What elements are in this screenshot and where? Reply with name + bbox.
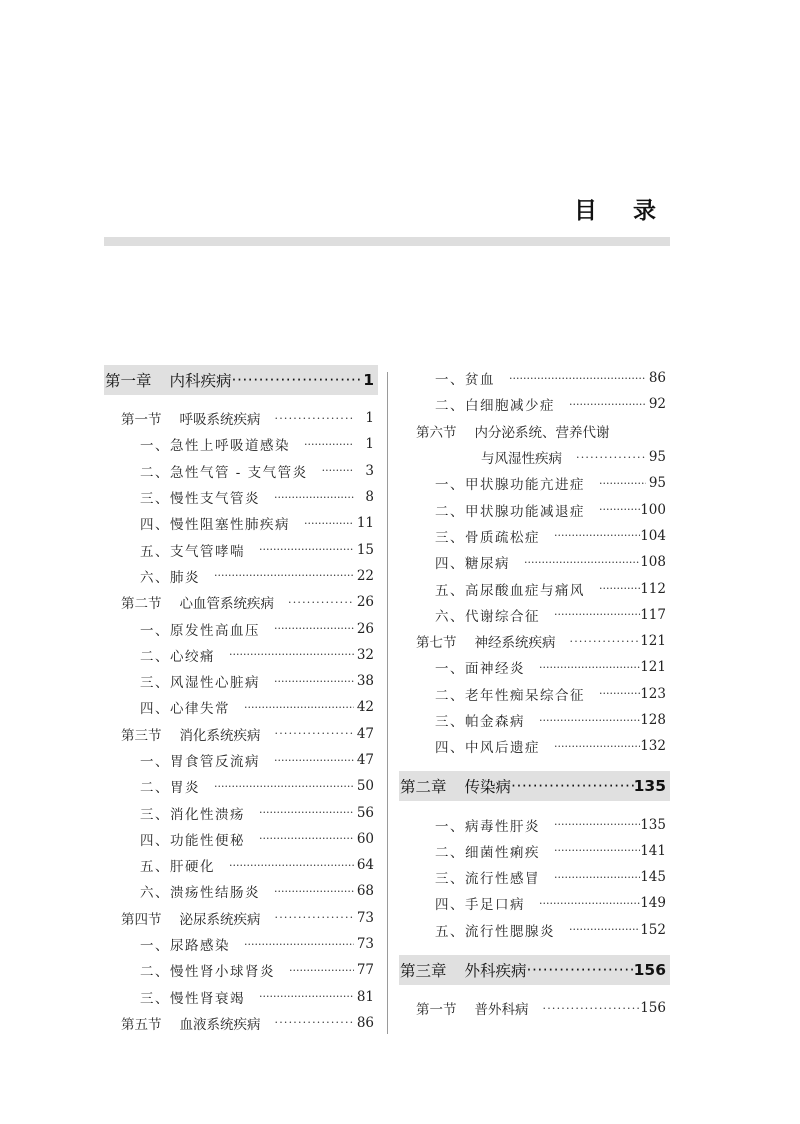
toc-item-entry[interactable] xyxy=(104,694,378,720)
page-number: 156 xyxy=(633,960,666,979)
page-number: 15 xyxy=(356,541,374,558)
toc-item-entry[interactable] xyxy=(104,484,378,510)
item-title: 五、支气管哮喘 xyxy=(140,543,245,560)
page-number: 81 xyxy=(356,988,374,1005)
section-name: 普外科病 xyxy=(474,1002,529,1019)
dot-leader xyxy=(540,844,640,857)
item-title: 五、高尿酸血症与痛风 xyxy=(435,582,585,599)
toc-section-entry[interactable] xyxy=(399,418,670,444)
toc-item-entry[interactable] xyxy=(399,496,670,522)
toc-item-entry[interactable] xyxy=(104,773,378,799)
item-title: 一、病毒性肝炎 xyxy=(435,818,540,835)
item-title: 三、风湿性心脏病 xyxy=(140,675,260,692)
dot-leader xyxy=(540,529,640,542)
dot-leader xyxy=(540,871,640,884)
dot-leader xyxy=(510,556,640,569)
spacer xyxy=(104,395,378,405)
toc-item-entry[interactable] xyxy=(104,957,378,983)
toc-left-column xyxy=(104,365,378,1036)
dot-leader xyxy=(585,477,646,490)
dot-leader xyxy=(525,714,640,727)
item-title: 三、慢性肾衰竭 xyxy=(140,990,245,1007)
page-number: 135 xyxy=(640,816,666,833)
page-number: 95 xyxy=(648,449,666,466)
item-title: 二、慢性肾小球肾炎 xyxy=(140,964,275,981)
item-title: 一、急性上呼吸道感染 xyxy=(140,438,290,455)
section-name: 内分泌系统、营养代谢 xyxy=(474,424,610,441)
column-divider xyxy=(387,372,388,1034)
dot-leader xyxy=(245,543,354,556)
dot-leader xyxy=(245,806,354,819)
section-name: 消化系统疾病 xyxy=(179,727,261,744)
toc-item-entry[interactable] xyxy=(399,523,670,549)
dot-leader xyxy=(260,885,354,898)
page-number: 145 xyxy=(640,869,666,886)
item-title: 二、老年性痴呆综合征 xyxy=(435,687,585,704)
dot-leader xyxy=(562,451,646,464)
dot-leader xyxy=(540,608,640,621)
toc-item-entry[interactable] xyxy=(399,602,670,628)
toc-item-entry[interactable] xyxy=(104,852,378,878)
section-name: 泌尿系统疾病 xyxy=(179,911,261,928)
toc-item-entry[interactable] xyxy=(399,391,670,417)
section-title xyxy=(121,592,274,612)
section-number: 第一节 xyxy=(416,1002,457,1019)
section-title xyxy=(416,998,529,1018)
toc-item-entry[interactable] xyxy=(104,431,378,457)
toc-item-entry[interactable] xyxy=(104,984,378,1010)
page-number: 3 xyxy=(365,462,374,479)
page-number: 121 xyxy=(640,659,666,676)
page-number: 156 xyxy=(640,1000,666,1017)
toc-item-entry[interactable] xyxy=(399,811,670,837)
item-title: 二、胃炎 xyxy=(140,780,200,797)
page-number: 8 xyxy=(365,489,374,506)
toc-item-entry[interactable] xyxy=(104,931,378,957)
item-title: 四、心律失常 xyxy=(140,701,230,718)
dot-leader xyxy=(261,1016,355,1029)
section-title xyxy=(416,631,556,651)
chapter-name: 传染病 xyxy=(464,778,512,797)
page-number: 128 xyxy=(640,712,666,728)
toc-item-entry[interactable] xyxy=(104,536,378,562)
item-title: 一、尿路感染 xyxy=(140,938,230,955)
item-title: 二、急性气管 - 支气管炎 xyxy=(140,464,308,481)
item-title: 四、手足口病 xyxy=(435,897,525,914)
page-number: 95 xyxy=(648,475,666,492)
toc-item-entry[interactable] xyxy=(399,654,670,680)
dot-leader xyxy=(230,701,354,714)
dot-leader xyxy=(495,372,646,385)
toc-section-entry[interactable] xyxy=(104,405,378,431)
dot-leader xyxy=(529,1002,641,1015)
page-number: 123 xyxy=(640,685,666,702)
chapter-title xyxy=(104,369,232,391)
page-number: 47 xyxy=(356,752,374,768)
dot-leader xyxy=(260,622,354,635)
page-number: 141 xyxy=(640,842,666,859)
spacer xyxy=(399,943,670,955)
toc-item-entry[interactable] xyxy=(399,838,670,864)
page-number: 26 xyxy=(356,594,374,611)
toc-item-entry[interactable] xyxy=(104,826,378,852)
chapter-number: 第一章 xyxy=(105,372,152,390)
dot-leader xyxy=(585,687,640,700)
toc-item-entry[interactable] xyxy=(104,799,378,825)
toc-section-entry[interactable] xyxy=(104,721,378,747)
item-title: 一、面神经炎 xyxy=(435,661,525,678)
item-title: 三、骨质疏松症 xyxy=(435,529,540,546)
toc-chapter-entry[interactable] xyxy=(399,771,670,801)
item-title: 五、肝硬化 xyxy=(140,859,215,876)
toc-chapter-entry[interactable] xyxy=(104,365,378,395)
section-name: 神经系统疾病 xyxy=(474,635,556,652)
toc-chapter-entry[interactable] xyxy=(399,955,670,985)
item-title: 三、流行性感冒 xyxy=(435,871,540,888)
toc-section-entry[interactable] xyxy=(399,628,670,654)
page-number: 22 xyxy=(356,567,374,584)
toc-item-entry[interactable] xyxy=(399,575,670,601)
item-title: 六、代谢综合征 xyxy=(435,608,540,625)
spacer xyxy=(399,759,670,771)
section-name: 呼吸系统疾病 xyxy=(179,412,261,429)
dot-leader xyxy=(232,371,364,389)
item-title: 一、原发性高血压 xyxy=(140,622,260,639)
toc-item-entry[interactable] xyxy=(399,470,670,496)
page-number: 135 xyxy=(633,777,666,796)
page-number: 104 xyxy=(640,527,666,544)
page-number: 38 xyxy=(356,673,374,690)
dot-leader xyxy=(260,675,354,688)
item-title: 五、流行性腮腺炎 xyxy=(435,923,555,940)
spacer xyxy=(399,985,670,995)
toc-item-entry[interactable] xyxy=(104,615,378,641)
toc-item-entry[interactable] xyxy=(104,668,378,694)
page-number: 108 xyxy=(640,554,666,571)
page-number: 86 xyxy=(356,1014,374,1031)
toc-item-entry[interactable] xyxy=(399,549,670,575)
dot-leader xyxy=(261,727,355,740)
page-number: 26 xyxy=(356,620,374,637)
dot-leader xyxy=(290,517,354,530)
page-number: 86 xyxy=(648,370,666,387)
page-number: 60 xyxy=(356,830,374,847)
item-title: 一、胃食管反流病 xyxy=(140,754,260,770)
chapter-title xyxy=(399,775,511,797)
toc-section-entry[interactable] xyxy=(104,905,378,931)
toc-item-entry[interactable] xyxy=(399,707,670,733)
dot-leader xyxy=(527,961,634,979)
page-number: 92 xyxy=(648,396,666,413)
chapter-number: 第二章 xyxy=(400,778,447,797)
toc-item-entry[interactable] xyxy=(104,458,378,484)
item-title: 四、慢性阻塞性肺疾病 xyxy=(140,517,290,534)
item-title: 六、溃疡性结肠炎 xyxy=(140,885,260,902)
dot-leader xyxy=(260,491,354,504)
chapter-name: 外科疾病 xyxy=(464,961,527,980)
dot-leader xyxy=(215,648,354,661)
dot-leader xyxy=(260,754,354,767)
dot-leader xyxy=(274,596,354,609)
dot-leader xyxy=(540,740,640,753)
chapter-name: 内科疾病 xyxy=(169,372,232,390)
dot-leader xyxy=(261,911,355,924)
section-title xyxy=(121,408,261,428)
dot-leader xyxy=(525,897,640,910)
dot-leader xyxy=(275,964,354,977)
item-title: 一、贫血 xyxy=(435,372,495,389)
section-title xyxy=(121,908,261,928)
toc-item-entry[interactable] xyxy=(399,864,670,890)
page-number: 112 xyxy=(640,580,666,597)
section-title xyxy=(121,1013,261,1033)
toc-item-entry[interactable] xyxy=(104,642,378,668)
section-title xyxy=(121,724,261,744)
page-number: 1 xyxy=(365,410,374,427)
toc-item-entry[interactable] xyxy=(399,917,670,943)
section-number: 第二节 xyxy=(121,596,162,613)
page-number: 68 xyxy=(356,883,374,900)
item-title: 二、细菌性痢疾 xyxy=(435,844,540,861)
item-title: 四、功能性便秘 xyxy=(140,832,245,849)
section-title-line2 xyxy=(481,447,562,467)
page-number: 73 xyxy=(356,909,374,926)
chapter-number: 第三章 xyxy=(400,961,447,980)
dot-leader xyxy=(555,398,646,411)
item-title: 三、帕金森病 xyxy=(435,714,525,730)
toc-item-entry[interactable] xyxy=(104,747,378,773)
toc-section-entry[interactable] xyxy=(399,995,670,1021)
dot-leader xyxy=(555,923,640,936)
toc-section-entry[interactable] xyxy=(104,589,378,615)
page-number: 1 xyxy=(365,436,374,453)
page-number: 56 xyxy=(356,804,374,821)
section-number: 第七节 xyxy=(416,635,457,652)
dot-leader xyxy=(215,859,354,872)
toc-item-entry[interactable] xyxy=(104,563,378,589)
title-divider xyxy=(104,237,670,246)
item-title: 一、甲状腺功能亢进症 xyxy=(435,477,585,494)
dot-leader xyxy=(585,503,640,516)
dot-leader xyxy=(261,412,355,425)
toc-item-entry[interactable] xyxy=(399,365,670,391)
item-title: 四、糖尿病 xyxy=(435,556,510,573)
dot-leader xyxy=(245,832,354,845)
page-number: 73 xyxy=(356,936,374,953)
page-number: 42 xyxy=(356,699,374,716)
item-title: 六、肺炎 xyxy=(140,569,200,586)
spacer xyxy=(399,801,670,811)
toc-section-entry-continued[interactable] xyxy=(399,444,670,470)
item-title: 二、甲状腺功能减退症 xyxy=(435,503,585,520)
toc-item-entry[interactable] xyxy=(399,733,670,759)
item-title: 四、中风后遗症 xyxy=(435,740,540,757)
toc-right-column xyxy=(399,365,670,1021)
dot-leader xyxy=(511,777,634,795)
page-number: 47 xyxy=(356,725,374,742)
dot-leader xyxy=(245,990,354,1003)
section-number: 第一节 xyxy=(121,412,162,429)
page-number: 149 xyxy=(640,895,666,912)
dot-leader xyxy=(308,464,354,477)
section-title xyxy=(416,421,610,441)
page-number: 117 xyxy=(640,606,666,623)
page-number: 1 xyxy=(363,371,374,389)
page-number: 32 xyxy=(356,646,374,663)
page-number: 50 xyxy=(356,778,374,795)
dot-leader xyxy=(290,438,354,451)
item-title: 二、白细胞减少症 xyxy=(435,398,555,415)
toc-section-entry[interactable] xyxy=(104,1010,378,1036)
dot-leader xyxy=(200,569,354,582)
toc-item-entry[interactable] xyxy=(399,681,670,707)
page-title: 目 录 xyxy=(573,198,670,224)
page-number: 132 xyxy=(640,738,666,755)
toc-item-entry[interactable] xyxy=(104,878,378,904)
chapter-title xyxy=(399,959,527,981)
section-name: 心血管系统疾病 xyxy=(179,596,274,613)
page-number: 100 xyxy=(640,501,666,518)
section-number: 第三节 xyxy=(121,727,162,744)
dot-leader xyxy=(230,938,354,951)
item-title: 二、心绞痛 xyxy=(140,648,215,665)
page-number: 11 xyxy=(356,515,374,532)
section-name: 血液系统疾病 xyxy=(179,1016,261,1033)
section-number: 第五节 xyxy=(121,1016,162,1033)
dot-leader xyxy=(585,582,640,595)
toc-item-entry[interactable] xyxy=(399,890,670,916)
page-number: 152 xyxy=(640,921,666,938)
section-number: 第六节 xyxy=(416,424,457,441)
dot-leader xyxy=(556,635,641,648)
section-name-continued: 与风湿性疾病 xyxy=(481,451,562,468)
item-title: 三、慢性支气管炎 xyxy=(140,491,260,508)
dot-leader xyxy=(200,780,354,793)
dot-leader xyxy=(525,661,640,674)
dot-leader xyxy=(540,818,640,831)
page-number: 64 xyxy=(356,857,374,874)
toc-item-entry[interactable] xyxy=(104,510,378,536)
section-number: 第四节 xyxy=(121,911,162,928)
page-number: 77 xyxy=(356,962,374,979)
page-number: 121 xyxy=(640,633,666,650)
item-title: 三、消化性溃疡 xyxy=(140,806,245,823)
